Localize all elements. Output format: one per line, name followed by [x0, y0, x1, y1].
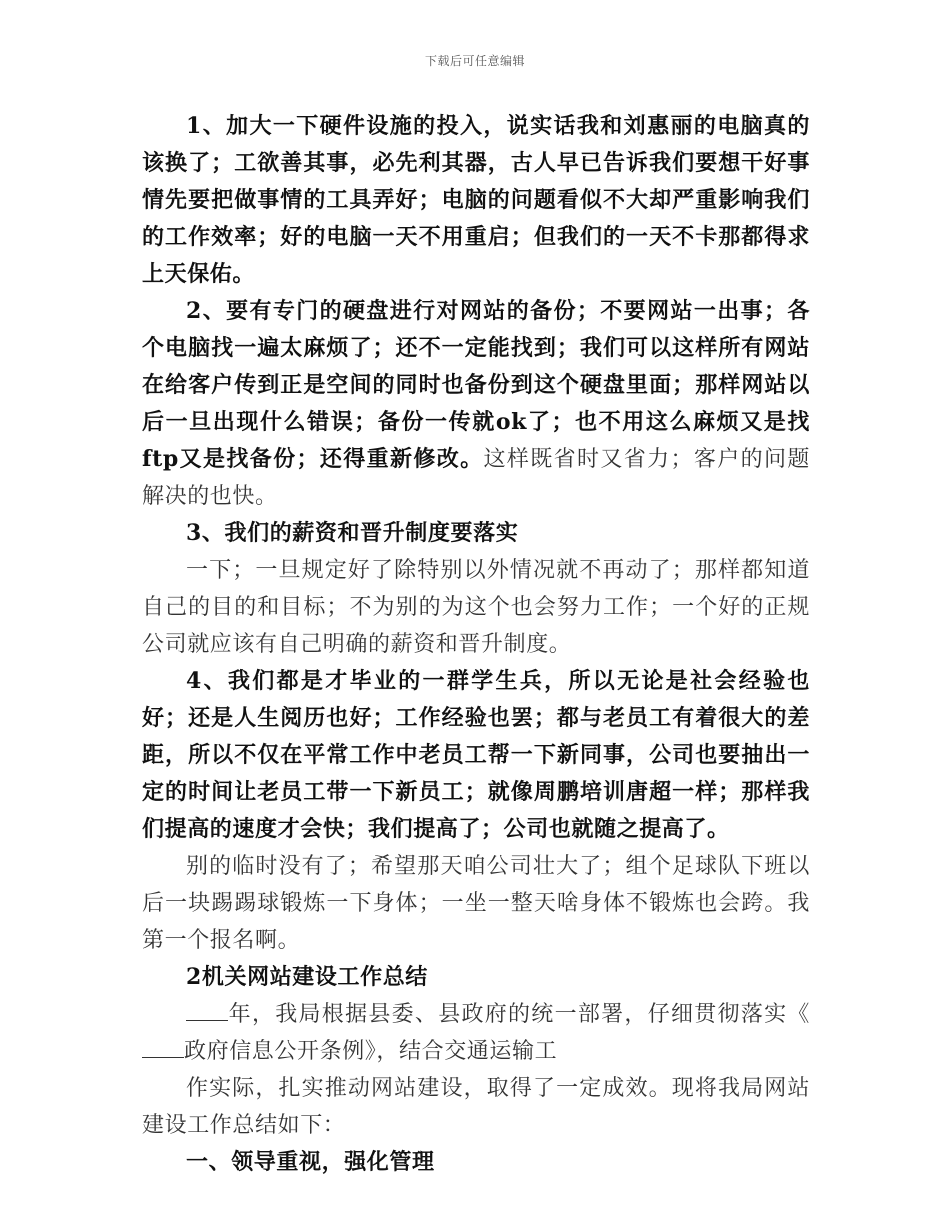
paragraph-2-bold: 2、要有专门的硬盘进行对网站的备份；不要网站一出事；各个电脑找一遍太麻烦了；还不一定能找到；我们可以这样所有网站在给客户传到正是空间的同时也备份到这个硬盘里面；那样网站以后一旦出现什么错误；备份一传就ok了；也不用这么麻烦又是找ftp又是找备份；还得重新修改。	[142, 298, 810, 472]
blank-year	[186, 1020, 228, 1021]
paragraph-1: 1、加大一下硬件设施的投入，说实话我和刘惠丽的电脑真的该换了；工欲善其事，必先利其器，古人早已告诉我们要想干好事情先要把做事情的工具弄好；电脑的问题看似不大却严重影响我们的工作效率；好的电脑一天不用重启；但我们的一天不卡那都得求上天保佑。	[142, 113, 810, 287]
blank-title	[142, 1057, 184, 1058]
paragraph-3-body: 一下；一旦规定好了除特别以外情况就不再动了；那样都知道自己的目的和目标；不为别的为这个也会努力工作；一个好的正规公司就应该有自己明确的薪资和晋升制度。	[142, 558, 810, 657]
paragraph-6-part-a: 年，我局根据县委、县政府的统一部署，仔细贯彻落实《	[228, 1002, 810, 1027]
paragraph-2-normal: 这样既省时又省力；客户的问题解决的也快。	[142, 447, 810, 509]
section-title: 2机关网站建设工作总结	[186, 964, 428, 990]
heading-1: 一、领导重视，强化管理	[186, 1149, 435, 1175]
paragraph-5: 别的临时没有了；希望那天咱公司壮大了；组个足球队下班以后一块踢踢球锻炼一下身体；一坐一整天啥身体不锻炼也会跨。我第一个报名啊。	[142, 854, 810, 953]
document-body	[142, 108, 810, 1181]
paragraph-7: 作实际，扎实推动网站建设，取得了一定成效。现将我局网站建设工作总结如下：	[142, 1076, 810, 1138]
paragraph-4: 4、我们都是才毕业的一群学生兵，所以无论是社会经验也好；还是人生阅历也好；工作经验也罢；都与老员工有着很大的差距，所以不仅在平常工作中老员工帮一下新同事，公司也要抽出一定的时间让老员工带一下新员工；就像周鹏培训唐超一样；那样我们提高的速度才会快；我们提高了；公司也就随之提高了。	[142, 668, 810, 842]
paragraph-3-heading: 3、我们的薪资和晋升制度要落实	[186, 520, 519, 546]
paragraph-6-part-b: 政府信息公开条例》，结合交通运输工	[184, 1039, 558, 1064]
header-note: 下载后可任意编辑	[424, 54, 525, 68]
paragraph-2	[142, 293, 810, 515]
paragraph-6	[142, 996, 810, 1070]
